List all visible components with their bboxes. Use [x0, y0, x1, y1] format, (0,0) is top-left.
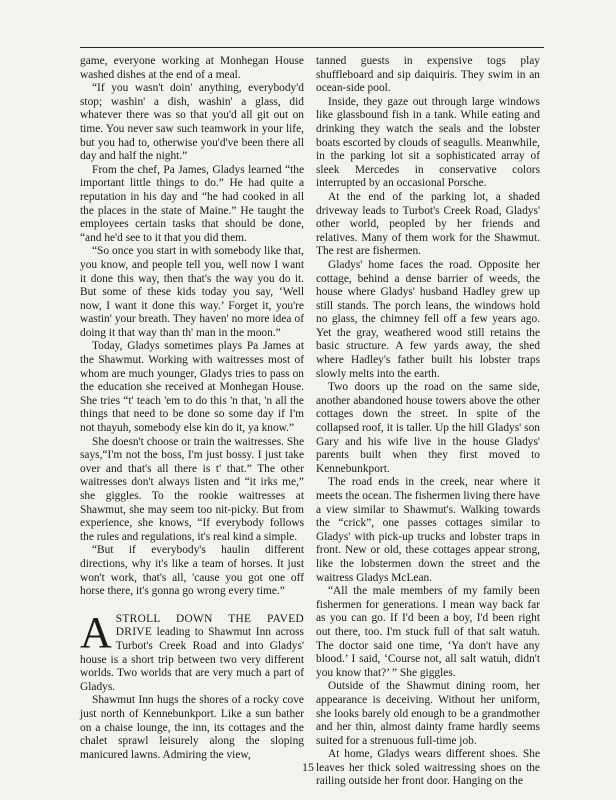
paragraph: At the end of the parking lot, a shaded driveway leads to Turbot's Creek Road, Gladys' other world, peopled by her friends and relatives. Many of them work for the Shawmut. The rest are fishermen.: [316, 190, 540, 258]
paragraph: At home, Gladys wears different shoes. She leaves her thick soled waitressing shoes on the railing outside her front door. Hanging on the: [316, 748, 540, 788]
paragraph: “If you wasn't doin' anything, everybody'd stop; washin' a dish, washin' a glass, did whatever there was so that you'd all git out on time. You never saw such teamwork in your life, but you had to, otherwise you'd've been there all day and half the night.”: [80, 82, 304, 163]
paragraph: Gladys' home faces the road. Opposite her cottage, behind a dense barrier of weeds, the house where Gladys' husband Hadley grew up still stands. The porch leans, the windows hold no glass, the chimney fell off a few years ago. Yet the gray, weathered wood still retains the basic structure. A few yards away, the shed where Hadley's father built his lobster traps slowly melts into the earth.: [316, 258, 540, 380]
paragraph: “All the male members of my family been fishermen for generations. I mean way back far as you can go. If I'd been a boy, I'd been right out there, too. I'm stuck full of that salt watuh. The doctor said one time, ‘Ya don't have any blood.’ I said, ‘Course not, all salt watuh, didn't you know that?’ ” She giggles.: [316, 585, 540, 679]
left-column: [80, 55, 304, 762]
section-lead: STROLL DOWN THE PAVED DRIVE: [115, 612, 304, 639]
top-rule: [80, 47, 544, 48]
drop-cap: A: [80, 607, 112, 657]
paragraph: “So once you start in with somebody like that, you know, and people tell you, well now I want it done this way, then that's the way you do it. But some of these kids today you say, ‘Well now, I want it done this way.’ Forget it, you're wastin' your breath. They haven' no more idea of doing it that way than th' man in the moon.”: [80, 245, 304, 339]
paragraph: Shawmut Inn hugs the shores of a rocky cove just north of Kennebunkport. Like a sun bather on a chaise lounge, the inn, its cottages and the chalet sprawl leisurely along the sloping manicured lawns. Admiring the view,: [80, 694, 304, 761]
paragraph: “But if everybody's haulin different directions, why it's like a team of horses. It just won't work, that's all, 'cause you got one off horse there, it's gonna go wrong every time.”: [80, 544, 304, 598]
section-lead-rest: leading to Shawmut Inn across Turbot's Creek Road and into Gladys' house is a short trip between two very different worlds. Two worlds that are very much a part of Gladys.: [80, 626, 304, 693]
page-number: 15: [302, 760, 314, 774]
section-opening: [80, 607, 304, 695]
paragraph: tanned guests in expensive togs play shuffleboard and sip daiquiris. They swim in an ocean-side pool.: [316, 55, 540, 95]
paragraph: Two doors up the road on the same side, another abandoned house towers above the other cottages down the street. In spite of the collapsed roof, it is taller. Up the hill Gladys' son Gary and his wife live in the house Gladys' parents built when they first moved to Kennebunkport.: [316, 381, 540, 475]
paragraph: Today, Gladys sometimes plays Pa James at the Shawmut. Working with waitresses most of whom are much younger, Gladys tries to pass on the education she received at Monhegan House. She tries “t' teach 'em to do this 'n that, 'n all the things that need to be done so some day if I'm not thayuh, somebody else kin do it, ya know.”: [80, 340, 304, 435]
paragraph: Inside, they gaze out through large windows like glassbound fish in a tank. While eating and drinking they watch the seals and the lobster boats escorted by clouds of seagulls. Meanwhile, in the parking lot sit a sophisticated array of sleek Mercedes in conservative colors interrupted by an occasional Porsche.: [316, 95, 540, 190]
right-column: [316, 55, 540, 789]
paragraph: She doesn't choose or train the waitresses. She says,“I'm not the boss, I'm just bossy. I just take over and that's all there is t' that.” The other waitresses don't always listen and “it irks me,” she giggles. To the rookie waitresses at Shawmut, she may seem too nit-picky. But from experience, she knows, “If everybody follows the rules and regulations, it's real kind a simple.: [80, 435, 304, 543]
paragraph: game, everyone working at Monhegan House washed dishes at the end of a meal.: [80, 55, 304, 81]
paragraph: The road ends in the creek, near where it meets the ocean. The fishermen living there have a view similar to Shawmut's. Walking towards the “crick”, one passes cottages similar to Gladys' with pick-up trucks and lobster traps in front. New or old, these cottages appear strong, like the lobstermen down the street and the waitress Gladys McLean.: [316, 476, 540, 584]
paragraph: From the chef, Pa James, Gladys learned “the important little things to do.” He had quite a reputation in his day and “he had cooked in all the places in the state of Maine.” He taught the employees certain tasks that should be done, “and he'd see to it that you did them.: [80, 163, 304, 244]
paragraph: Outside of the Shawmut dining room, her appearance is deceiving. Without her uniform, she looks barely old enough to be a grandmother and her thin, almost dainty frame hardly seems suited for a strenuous full-time job.: [316, 680, 540, 747]
